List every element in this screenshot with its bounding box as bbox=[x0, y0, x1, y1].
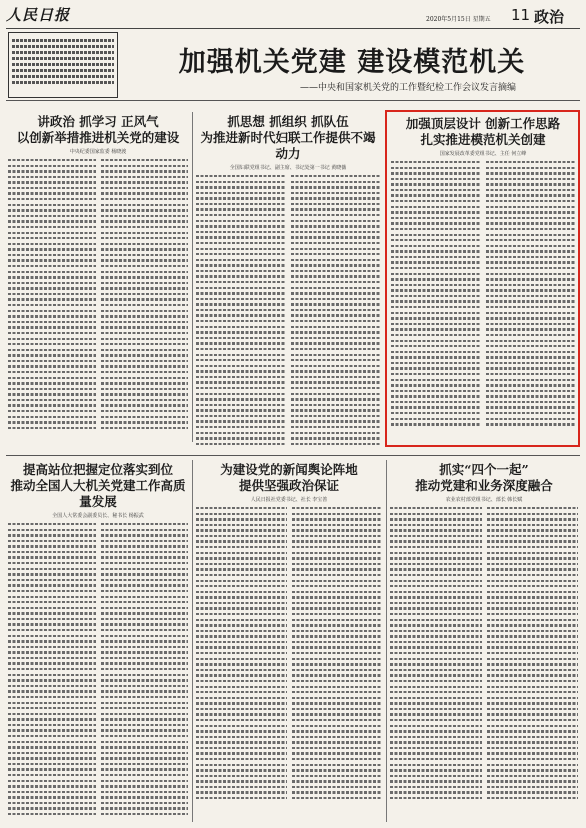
article-body bbox=[196, 175, 380, 448]
section-title: 政治 bbox=[534, 8, 565, 26]
editor-note-box bbox=[8, 32, 118, 98]
article-title-line2: 推动党建和业务深度融合 bbox=[415, 478, 553, 493]
article-title-line2: 以创新举措推进机关党的建设 bbox=[16, 130, 180, 145]
newspaper-logo: 人民日报 bbox=[6, 6, 71, 24]
article-title-line1: 讲政治 抓学习 正风气 bbox=[37, 114, 159, 129]
article-byline: 人民日报社党委书记、社长 李宝善 bbox=[250, 497, 328, 503]
masthead bbox=[6, 4, 580, 29]
article-3 bbox=[391, 116, 575, 429]
article-5 bbox=[196, 462, 382, 803]
column-divider bbox=[386, 460, 387, 822]
divider bbox=[6, 100, 580, 101]
issue-date: 2020年5月15日 星期五 bbox=[426, 16, 491, 23]
column-divider bbox=[192, 460, 193, 822]
article-body bbox=[391, 161, 575, 429]
article-2 bbox=[196, 114, 380, 448]
article-body bbox=[8, 523, 188, 819]
article-byline: 中央纪委国家监委 杨晓渡 bbox=[69, 149, 127, 155]
article-title-line2: 提供坚强政治保证 bbox=[238, 478, 339, 493]
article-title-line1: 为建设党的新闻舆论阵地 bbox=[220, 462, 358, 477]
article-byline: 国家发展改革委党组书记、主任 何立峰 bbox=[439, 151, 527, 157]
article-byline: 农业农村部党组书记、部长 韩长赋 bbox=[445, 497, 523, 503]
article-title-line1: 加强顶层设计 创新工作思路 bbox=[405, 116, 561, 131]
article-title-line2: 推动全国人大机关党建工作高质量发展 bbox=[10, 478, 186, 509]
editor-note-text bbox=[12, 39, 114, 84]
page-headline: 加强机关党建 建设模范机关 bbox=[178, 47, 526, 78]
article-title-line1: 抓思想 抓组织 抓队伍 bbox=[227, 114, 349, 129]
article-byline: 全国人大常委会副委员长、秘书长 杨振武 bbox=[52, 513, 144, 519]
article-6 bbox=[390, 462, 578, 803]
article-body bbox=[8, 159, 188, 432]
article-1 bbox=[8, 114, 188, 432]
page-subtitle: ——中央和国家机关党的工作暨纪检工作会议发言摘编 bbox=[300, 83, 517, 93]
article-body bbox=[390, 507, 578, 803]
article-title-line1: 提高站位把握定位落实到位 bbox=[22, 462, 173, 477]
article-title-line1: 抓实“四个一起” bbox=[439, 462, 529, 477]
article-4 bbox=[8, 462, 188, 819]
article-byline: 全国妇联党组书记、副主席、书记处第一书记 黄晓薇 bbox=[229, 165, 347, 171]
article-title-line2: 为推进新时代妇联工作提供不竭动力 bbox=[200, 130, 376, 161]
column-divider bbox=[192, 112, 193, 442]
divider bbox=[6, 455, 580, 456]
article-body bbox=[196, 507, 382, 803]
page-number: 11 bbox=[511, 6, 531, 24]
article-title-line2: 扎实推进模范机关创建 bbox=[420, 132, 546, 147]
